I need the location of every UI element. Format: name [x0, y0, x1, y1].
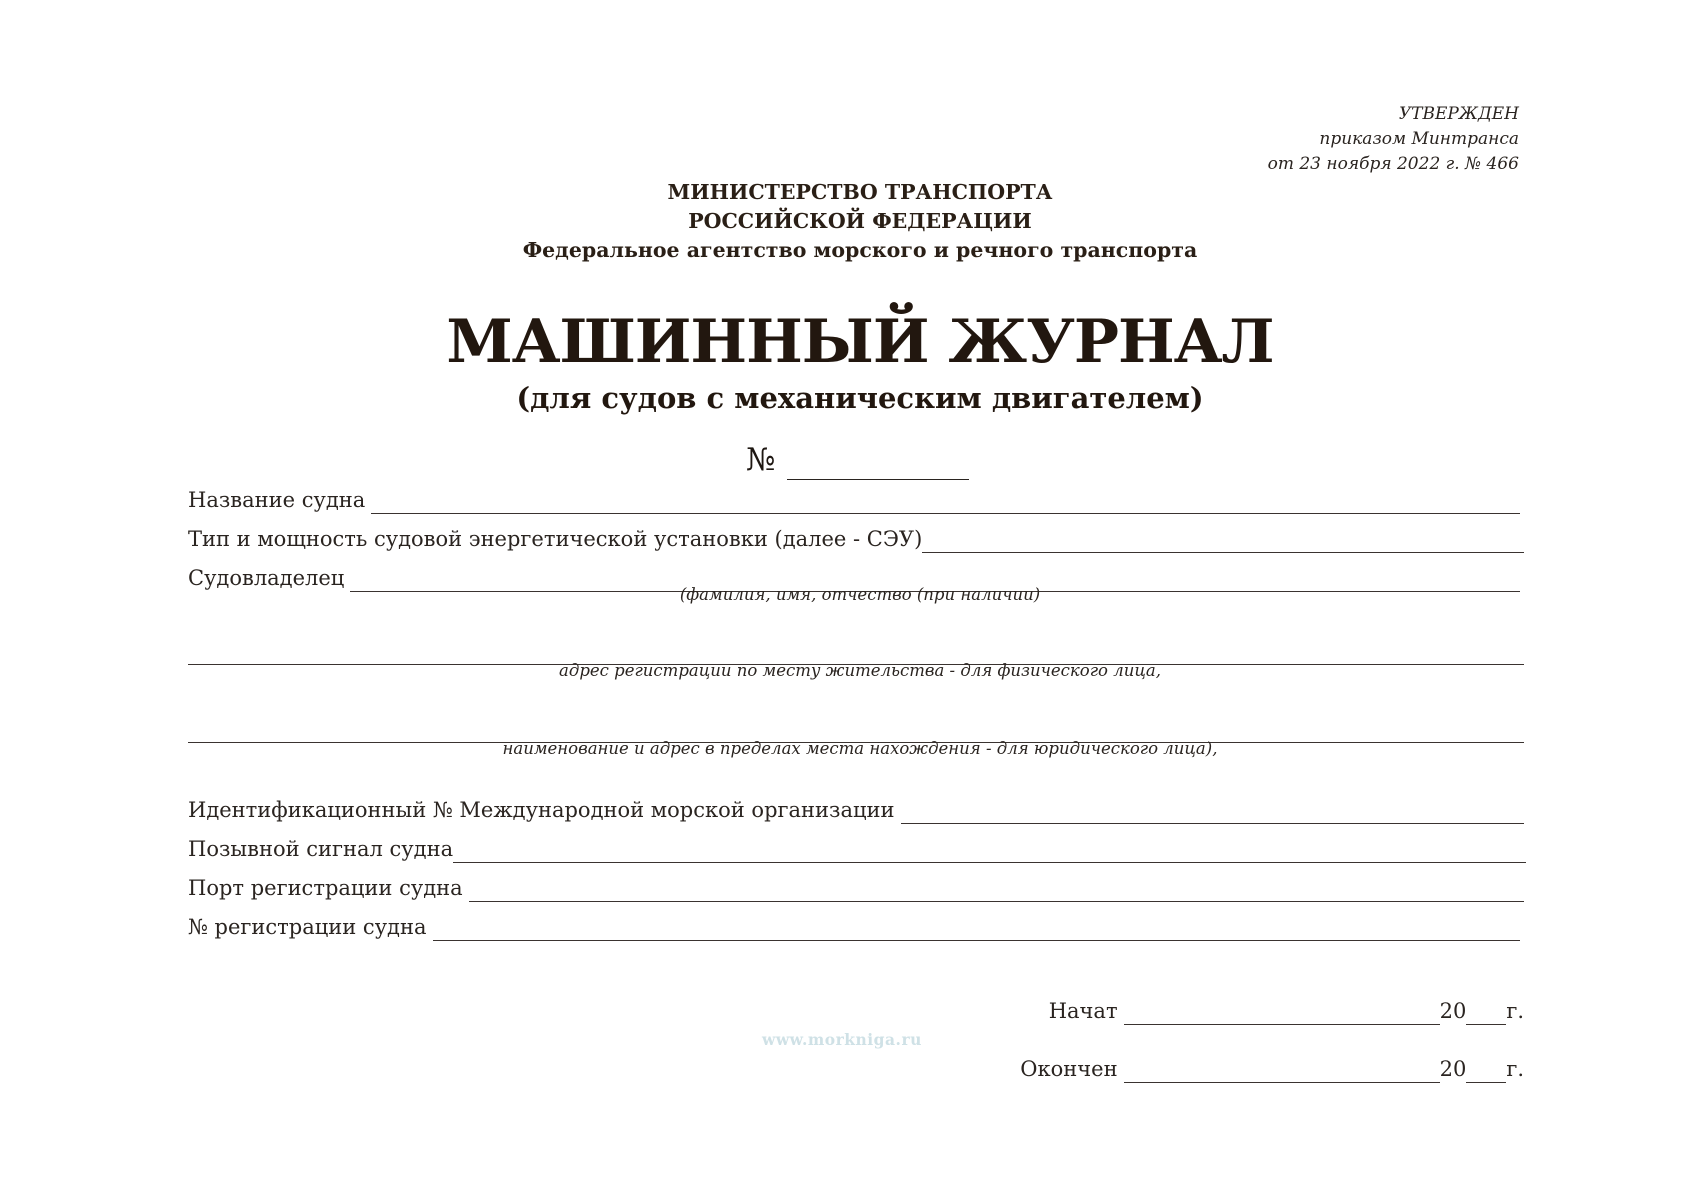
legal-entity-caption: наименование и адрес в пределах места нахождения - для юридического лица),: [502, 739, 1218, 758]
registry-number-row: [188, 913, 1524, 941]
ministry-line-1: МИНИСТЕРСТВО ТРАНСПОРТА: [667, 180, 1053, 204]
journal-number-field[interactable]: [787, 448, 969, 480]
power-plant-field[interactable]: [922, 530, 1524, 553]
vessel-name-label: Название судна: [188, 488, 366, 512]
document-subtitle: (для судов с механическим двигателем): [516, 381, 1204, 415]
end-date-label: Окончен: [1020, 1057, 1118, 1081]
end-year-field[interactable]: [1466, 1060, 1506, 1083]
journal-number: [746, 440, 969, 480]
end-date-field[interactable]: [1124, 1060, 1440, 1083]
power-plant-label: Тип и мощность судовой энергетической установки (далее - СЭУ): [188, 527, 923, 551]
start-date-row: [1049, 997, 1524, 1025]
watermark: www.morkniga.ru: [762, 1030, 922, 1049]
owner-name-caption: (фамилия, имя, отчество (при наличии): [679, 585, 1041, 604]
start-date-field[interactable]: [1124, 1002, 1440, 1025]
imo-number-label: Идентификационный № Международной морской организации: [188, 798, 895, 822]
end-date-row: [1020, 1055, 1524, 1083]
start-year-suffix: г.: [1506, 999, 1524, 1023]
vessel-name-field[interactable]: [371, 491, 1520, 514]
imo-number-row: [188, 796, 1524, 824]
start-date-label: Начат: [1048, 999, 1118, 1023]
vessel-name-row: [188, 486, 1524, 514]
owner-label: Судовладелец: [188, 566, 345, 590]
start-year-field[interactable]: [1466, 1002, 1506, 1025]
registry-port-field[interactable]: [469, 879, 1524, 902]
approval-stamp: [1268, 102, 1519, 177]
individual-address-caption: адрес регистрации по месту жительства - для физического лица,: [559, 661, 1161, 680]
registry-number-label: № регистрации судна: [188, 915, 427, 939]
end-year-suffix: г.: [1506, 1057, 1524, 1081]
end-century: 20: [1439, 1057, 1467, 1081]
approval-line-3: от 23 ноября 2022 г. № 466: [1267, 154, 1519, 174]
power-plant-row: [188, 525, 1524, 553]
approval-line-1: УТВЕРЖДЕН: [1398, 104, 1519, 124]
registry-number-field[interactable]: [433, 918, 1521, 941]
ministry-line-2: РОССИЙСКОЙ ФЕДЕРАЦИИ: [688, 209, 1032, 233]
start-century: 20: [1439, 999, 1467, 1023]
call-sign-row: [188, 835, 1524, 863]
ministry-header: [0, 178, 1697, 265]
imo-number-field[interactable]: [901, 801, 1524, 824]
number-sign: №: [746, 442, 776, 478]
ministry-line-3: Федеральное агентство морского и речного транспорта: [522, 238, 1198, 262]
call-sign-label: Позывной сигнал судна: [188, 837, 454, 861]
approval-line-2: приказом Минтранса: [1319, 129, 1519, 149]
registry-port-label: Порт регистрации судна: [188, 876, 463, 900]
document-title: МАШИННЫЙ ЖУРНАЛ: [446, 307, 1274, 377]
registry-port-row: [188, 874, 1524, 902]
call-sign-field[interactable]: [453, 840, 1526, 863]
